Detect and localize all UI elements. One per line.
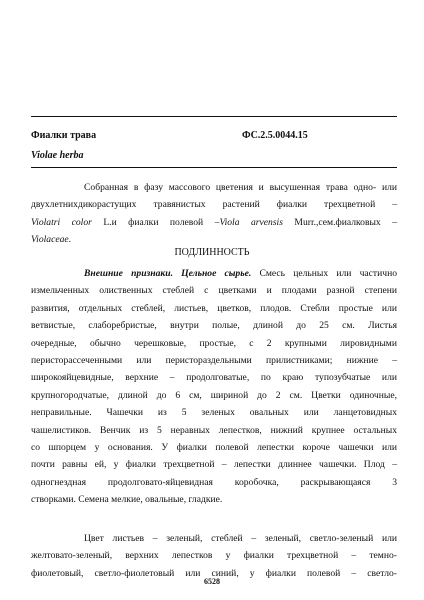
color-line-1: Цвет листьев – зеленый, стеблей – зеленый, светло-зеленый или xyxy=(84,533,397,544)
auth-line-3: развития, отдельных стеблей, листьев, цветков, плодов. Стебли простые или xyxy=(31,302,397,314)
auth-line-13: одногнездная продолговато-яйцевидная коробочка, раскрывающаяся 3 xyxy=(31,476,397,488)
authenticity-paragraph xyxy=(31,265,397,509)
family-name: Violaceae xyxy=(31,234,69,246)
intro-line-3-text-b: Murr.,сем.фиалковых – xyxy=(282,216,397,228)
intro-line-2: двухлетнихдикорастущих травянистых растений фиалки трехцветной – xyxy=(31,199,397,211)
section-heading: ПОДЛИННОСТЬ xyxy=(174,247,250,258)
intro-line-4 xyxy=(31,231,397,248)
auth-line-12: почти равны ей, у фиалки трехцветной – лепестки длиннее чашечки. Плод – xyxy=(31,459,397,471)
intro-line-4-text: . xyxy=(68,234,72,246)
auth-line-7: широкояйцевидные, верхние – продолговатые, по краю тупозубчатые или xyxy=(31,372,397,384)
latin-name: Violae herba xyxy=(31,150,84,161)
monograph-title: Фиалки трава xyxy=(31,130,97,141)
auth-line-9: неправильные. Чашечки из 5 зеленых овальных или ланцетовидных xyxy=(31,407,397,419)
page-number: 6528 xyxy=(204,577,220,586)
auth-line-6: перисторассеченными или перистораздельными прилистниками; нижние – xyxy=(31,355,397,367)
monograph-code: ФС.2.5.0044.15 xyxy=(242,130,308,141)
auth-line-2: измельченных олиственных стеблей с цветками и плодами разной степени xyxy=(31,285,397,297)
species-name-2: Viola arvensis xyxy=(219,216,283,228)
color-line-2: желтовато-зеленый, верхних лепестков у фиалки трехцветной – темно- xyxy=(31,550,397,562)
color-paragraph xyxy=(31,530,397,582)
top-rule xyxy=(31,116,397,117)
auth-line-4: ветвистые, слаборебристые, внутри полые, длиной до 25 см. Листья xyxy=(31,320,397,332)
auth-line-1 xyxy=(31,265,397,282)
intro-line-3 xyxy=(31,214,397,231)
intro-paragraph xyxy=(31,179,397,249)
external-features-label: Внешние признаки. Цельное сырье. xyxy=(84,268,252,279)
color-line-3: фиолетовый, светло-фиолетовый или синий, у фиалки полевой – светло- xyxy=(31,567,397,579)
auth-line-10: чашелистиков. Венчик из 5 неравных лепестков, нижний крупнее остальных xyxy=(31,424,397,436)
auth-line-14: створками. Семена мелкие, овальные, гладкие. xyxy=(31,494,223,506)
auth-line-1-text: Смесь цельных или частично xyxy=(251,268,397,279)
auth-line-11: со шпорцем у основания. У фиалки полевой лепестки короче чашечки или xyxy=(31,442,397,454)
species-name-1: Violatri color xyxy=(31,216,92,228)
header-rule xyxy=(31,167,397,168)
intro-line-1: Собранная в фазу массового цветения и высушенная трава одно- или xyxy=(84,182,397,193)
intro-line-3-text-a: L.и фиалки полевой – xyxy=(91,216,220,228)
auth-line-5: очередные, обычно черешковые, простые, с 2 крупными лировидными xyxy=(31,337,397,349)
auth-line-8: крупногородчатые, длиной до 6 см, шириной до 2 см. Цветки одиночные, xyxy=(31,389,397,401)
